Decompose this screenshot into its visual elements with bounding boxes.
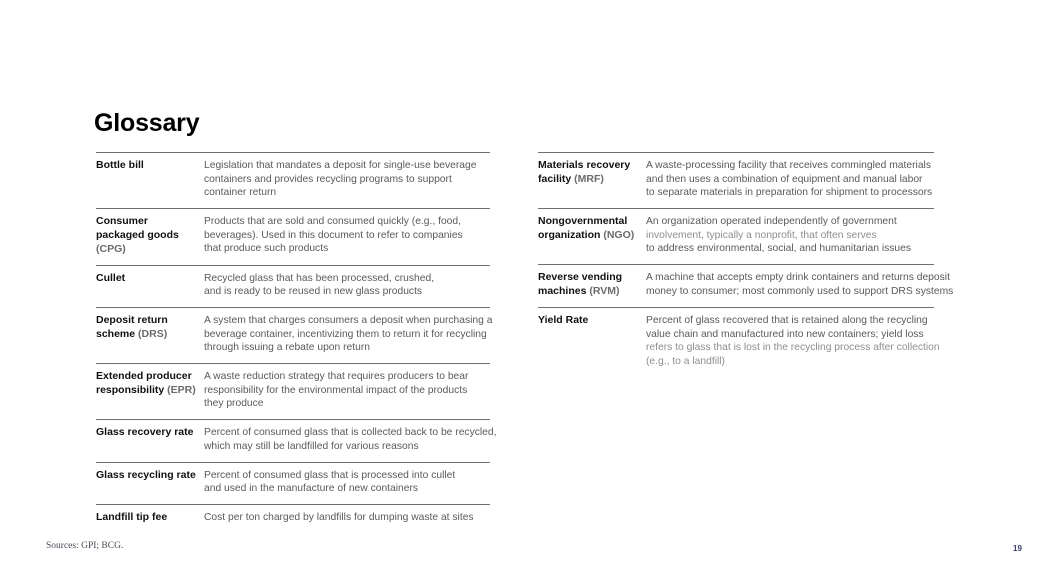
definition-line: beverage container, incentivizing them to return it for recycling	[204, 328, 487, 340]
glossary-entry	[96, 152, 490, 208]
glossary-term: Materials recovery facility (MRF)	[538, 159, 631, 185]
glossary-definition	[204, 272, 490, 299]
glossary-entry	[96, 265, 490, 307]
definition-line: Percent of consumed glass that is processed into cullet	[204, 469, 456, 481]
glossary-term-acronym: (RVM)	[586, 284, 620, 297]
definition-line: beverages). Used in this document to refer to companies	[204, 229, 463, 241]
definition-line: and is ready to be reused in new glass products	[204, 286, 423, 298]
glossary-term-acronym: (DRS)	[135, 327, 168, 340]
glossary-entry	[96, 462, 490, 504]
glossary-entry	[96, 419, 497, 461]
definition-line: A waste-processing facility that receives commingled materials	[646, 160, 931, 171]
definition-line: containers and provides recycling programs to support	[204, 173, 452, 185]
glossary-term: Landfill tip fee	[96, 510, 168, 523]
definition-line: container return	[204, 187, 277, 199]
definition-line: A system that charges consumers a deposit when purchasing a	[204, 315, 493, 327]
glossary-entry	[538, 208, 934, 264]
glossary-entry	[96, 504, 490, 533]
glossary-definition	[646, 271, 953, 298]
definition-line: Percent of glass recovered that is retained along the recycling	[646, 314, 928, 326]
definition-line: Cost per ton charged by landfills for dumping waste at sites	[204, 511, 474, 523]
definition-line: to separate materials in preparation for shipment to processors	[646, 187, 933, 199]
definition-line: (e.g., to a landfill)	[646, 355, 725, 367]
glossary-definition	[204, 511, 490, 525]
glossary-entry	[538, 152, 934, 208]
definition-line: money to consumer; most commonly used to support DRS systems	[646, 285, 954, 297]
glossary-term: Glass recycling rate	[96, 468, 196, 481]
glossary-entry	[538, 307, 940, 377]
glossary-definition	[646, 159, 934, 200]
glossary-term: Reverse vending machines (RVM)	[538, 271, 623, 297]
definition-line: and used in the manufacture of new containers	[204, 483, 419, 495]
definition-line: refers to glass that is lost in the recycling process after collection	[646, 342, 940, 354]
glossary-column-right	[538, 152, 954, 377]
glossary-definition	[204, 426, 496, 453]
glossary-term: Glass recovery rate	[96, 426, 194, 439]
definition-line: A waste reduction strategy that requires producers to bear	[204, 371, 469, 383]
glossary-term: Cullet	[96, 271, 126, 284]
definition-line: An organization operated independently of government	[646, 216, 897, 228]
definition-line: Legislation that mandates a deposit for single-use beverage	[204, 160, 477, 171]
definition-line: and then uses a combination of equipment and manual labor	[646, 173, 923, 185]
definition-line: responsibility for the environmental impact of the products	[204, 384, 468, 396]
glossary-entry	[538, 264, 954, 307]
glossary-term-acronym: (CPG)	[96, 242, 126, 255]
definition-line: to address environmental, social, and humanitarian issues	[646, 243, 912, 255]
glossary-term-acronym: (EPR)	[164, 383, 196, 396]
source-note: Sources: GPI; BCG.	[46, 541, 124, 551]
glossary-term: Extended producer responsibility (EPR)	[96, 370, 196, 396]
glossary-term: Deposit return scheme (DRS)	[96, 314, 168, 340]
definition-line: they produce	[204, 398, 264, 410]
glossary-entry	[96, 363, 490, 419]
definition-line: through issuing a rebate upon return	[204, 342, 371, 354]
glossary-definition	[204, 159, 490, 200]
definition-line: that produce such products	[204, 243, 329, 255]
glossary-term: Bottle bill	[96, 159, 144, 171]
glossary-definition	[646, 215, 934, 256]
definition-line: A machine that accepts empty drink containers and returns deposit	[646, 272, 950, 284]
glossary-term: Consumer packaged goods (CPG)	[96, 215, 179, 255]
definition-line: involvement, typically a nonprofit, that often serves	[646, 229, 877, 241]
glossary-definition	[204, 215, 490, 256]
glossary-term: Yield Rate	[538, 313, 589, 326]
glossary-definition	[204, 370, 490, 411]
definition-line: Products that are sold and consumed quickly (e.g., food,	[204, 216, 461, 228]
glossary-definition	[204, 469, 490, 496]
definition-line: which may still be landfilled for various reasons	[204, 440, 419, 452]
definition-line: Recycled glass that has been processed, crushed,	[204, 272, 435, 284]
glossary-entry	[96, 208, 490, 265]
glossary-column-left	[96, 152, 497, 533]
glossary-term-acronym: (NGO)	[600, 228, 635, 241]
glossary-term-acronym: (MRF)	[571, 172, 604, 185]
page-number: 19	[1013, 544, 1022, 553]
glossary-entry	[96, 307, 493, 363]
glossary-definition	[646, 314, 940, 369]
glossary-term: Nongovernmental organization (NGO)	[538, 215, 635, 241]
definition-line: Percent of consumed glass that is collected back to be recycled,	[204, 427, 497, 439]
definition-line: value chain and manufactured into new containers; yield loss	[646, 328, 924, 340]
page-title: Glossary	[94, 108, 200, 137]
glossary-definition	[204, 314, 492, 355]
